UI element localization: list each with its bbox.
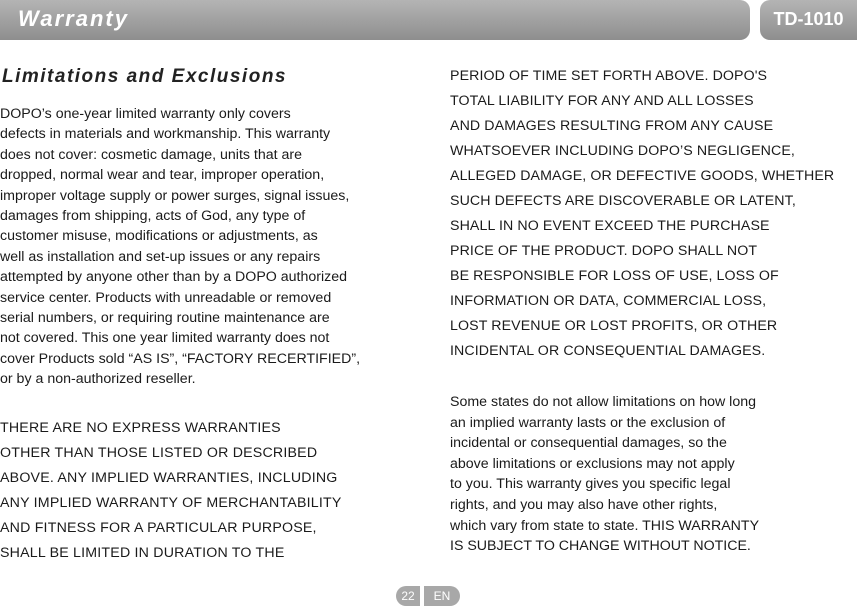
state-rights-paragraph: Some states do not allow limitations on how long an implied warranty lasts or the exclusion of incidental or consequential damages, so the above limitations or exclusions may not apply to you. This warranty gives you specific legal rights, and you may also have other rights, which vary from state to state. THIS WARRANTY IS SUBJECT TO CHANGE WITHOUT NOTICE. (450, 394, 760, 555)
liability-paragraph: PERIOD OF TIME SET FORTH ABOVE. DOPO'S TOTAL LIABILITY FOR ANY AND ALL LOSSES AND DAMAGES RESULTING FROM ANY CAUSE WHATSOEVER INCLUDING DOPO’S NEGLIGENCE, ALLEGED DAMAGE, OR DEFECTIVE GOODS, WHETHER SUCH DEFECTS ARE DISCOVERABLE OR LATENT, SHALL IN NO EVENT EXCEED THE PURCHASE PRICE OF THE PRODUCT. DOPO SHALL NOT BE RESPONSIBLE FOR LOSS OF USE, LOSS OF INFORMATION OR DATA, COMMERCIAL LOSS, LOST REVENUE OR LOST PROFITS, OR OTHER INCIDENTAL OR CONSEQUENTIAL DAMAGES. (450, 68, 835, 359)
page-footer (396, 586, 460, 606)
page-title: Warranty (18, 6, 129, 31)
express-warranties-paragraph: THERE ARE NO EXPRESS WARRANTIES OTHER THAN THOSE LISTED OR DESCRIBED ABOVE. ANY IMPLIED WARRANTIES, INCLUDING ANY IMPLIED WARRANTY OF MERCHANTABILITY AND FITNESS FOR A PARTICULAR PURPOSE, SHALL BE LIMITED IN DURATION TO THE (0, 420, 342, 561)
model-badge (760, 0, 857, 40)
section-heading: Limitations and Exclusions (2, 66, 287, 87)
header-bar (0, 0, 750, 40)
language-badge: EN (424, 586, 460, 606)
model-label: TD-1010 (773, 9, 844, 29)
page-number: 22 (396, 586, 420, 606)
warranty-coverage-paragraph: DOPO’s one-year limited warranty only covers defects in materials and workmanship. This warranty does not cover: cosmetic damage, units that are dropped, normal wear and tear, improper operation, improper voltage supply or power surges, signal issues, damages from shipping, acts of God, any type of customer misuse, modifications or adjustments, as well as installation and set-up issues or any repairs attempted by anyone other than by a DOPO authorized service center. Products with unreadable or removed serial numbers, or requiring routine maintenance are not covered. This one year limited warranty does not cover Products sold “AS IS”, “FACTORY RECERTIFIED”, or by a non-authorized reseller. (0, 106, 361, 388)
